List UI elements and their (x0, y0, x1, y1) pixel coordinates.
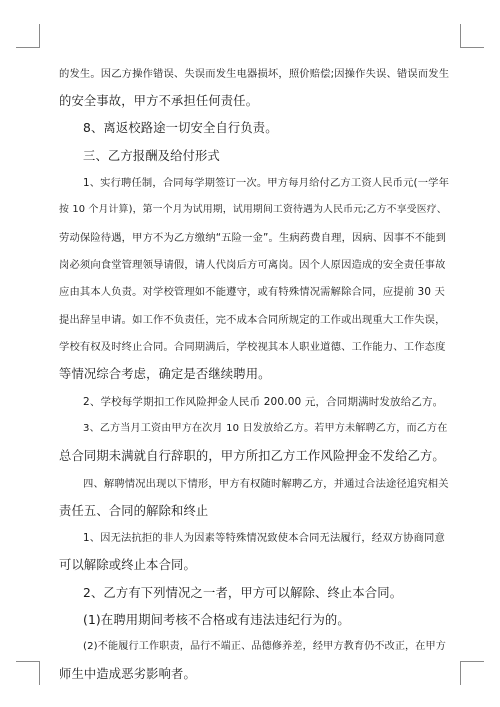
text-line: 劳动保险待遇，甲方不为乙方缴纳“五险一金”。生病药费自理，因病、因事不不能到 (59, 232, 447, 244)
text-line: 按 10 个月计算)，第一个月为试用期，试用期间工资待遇为人民币元;乙方不享受医疗、 (59, 204, 447, 215)
text-line: 1、因无法抗拒的非人为因素等特殊情况致使本合同无法履行，经双方协商同意 (83, 532, 445, 544)
crop-mark-top-left-horizontal (16, 47, 40, 48)
text-line: 1、实行聘任制，合同每学期签订一次。甲方每月给付乙方工资人民币元(一学年 (83, 177, 450, 189)
section-heading: 三、乙方报酬及给付形式 (83, 149, 220, 163)
text-line: 2、乙方有下列情况之一者，甲方可以解除、终止本合同。 (83, 586, 403, 600)
text-line: (1)在聘用期间考核不合格或有违法违纪行为的。 (83, 613, 350, 627)
text-line: 师生中造成恶劣影响者。 (59, 667, 196, 681)
crop-mark-top-right-horizontal (460, 47, 484, 48)
section-heading: 四、解聘情况出现以下情形，甲方有权随时解聘乙方，并通过合法途径追究相关 (83, 478, 449, 490)
crop-mark-top-right-vertical (460, 24, 461, 48)
text-line: 的安全事故，甲方不承担任何责任。 (59, 94, 259, 108)
crop-mark-bottom-left-vertical (39, 661, 40, 685)
section-heading: 责任五、合同的解除和终止 (59, 504, 209, 518)
text-line: 岗必须向食堂管理领导请假，请人代岗后方可离岗。因个人原因造成的安全责任事故 (59, 259, 446, 271)
text-line: 总合同期未满就自行辞职的，甲方所扣乙方工作风险押金不发给乙方。 (59, 449, 445, 463)
text-line: 8、离返校路途一切安全自行负责。 (83, 121, 278, 135)
text-line: 学校有权及时终止合同。合同期满后，学校视其本人职业道德、工作能力、工作态度 (59, 341, 446, 353)
text-line: 3、乙方当月工资由甲方在次月 10 日发放给乙方。若甲方未解聘乙方，而乙方在 (83, 423, 448, 434)
crop-mark-bottom-right-vertical (460, 661, 461, 685)
text-line: 应由其本人负责。对学校管理如不能遵守，或有特殊情况需解除合同，应提前 30 天 (59, 286, 445, 298)
text-line: 的发生。因乙方操作错误、失误而发生电器损坏，照价赔偿;因操作失误、错误而发生 (59, 68, 450, 80)
text-line: (2)不能履行工作职责，品行不端正、品德修养差，经甲方教育仍不改正，在甲方 (83, 641, 447, 652)
text-line: 等情况综合考虑，确定是否继续聘用。 (59, 367, 271, 381)
text-line: 可以解除或终止本合同。 (59, 558, 196, 572)
text-line: 提出辞呈申请。如工作不负责任，完不成本合同所规定的工作或出现重大工作失误， (59, 314, 446, 326)
crop-mark-top-left-vertical (39, 24, 40, 48)
crop-mark-bottom-right-horizontal (460, 661, 484, 662)
text-line: 2、学校每学期扣工作风险押金人民币 200.00 元，合同期满时发放给乙方。 (83, 396, 444, 408)
crop-mark-bottom-left-horizontal (16, 661, 40, 662)
